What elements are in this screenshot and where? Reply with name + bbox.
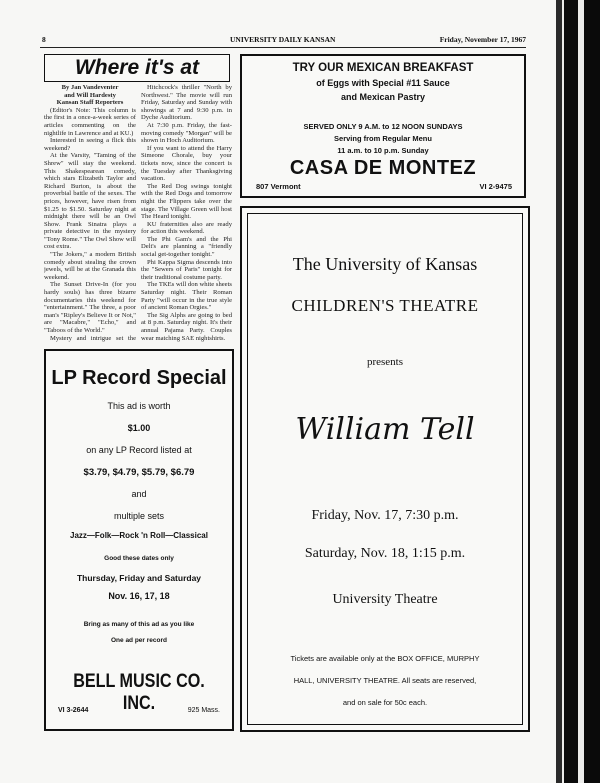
paper-title: UNIVERSITY DAILY KANSAN — [230, 35, 336, 44]
page-edge-shadow — [556, 0, 562, 783]
column-title: Where it's at — [74, 56, 200, 79]
store-phone: VI 3-2644 — [58, 707, 89, 714]
restaurant-name: CASA DE MONTEZ — [289, 157, 477, 179]
performance-date-2: Saturday, Nov. 18, 1:15 p.m. — [304, 546, 466, 561]
play-title: William Tell — [295, 412, 475, 447]
record-ad — [44, 349, 234, 731]
scan-border — [564, 0, 578, 783]
record-line-6: multiple sets — [113, 511, 165, 521]
article-paragraph: "The Jokers," a modern British comedy about stealing the crown jewels, will be at the Granada this weekend. — [44, 251, 136, 281]
record-genres: Jazz—Folk—Rock 'n Roll—Classical — [70, 531, 208, 540]
record-title: LP Record Special — [51, 367, 227, 389]
theatre-org: The University of Kansas — [292, 254, 478, 274]
page-header — [40, 35, 526, 47]
breakfast-served: SERVED ONLY 9 A.M. to 12 NOON SUNDAYS — [303, 122, 463, 131]
article-paragraph: The Phi Gam's and the Phi Delt's are planning a "friendly social get-together tonight." — [141, 235, 232, 259]
restaurant-address: 807 Vermont — [256, 182, 301, 191]
theatre-ad — [240, 206, 530, 732]
article-paragraph: The Sig Alphs are going to bed at 8 p.m. Saturday night. It's their annual Pajama Party. Couples wear matching SAE nightshirts. — [141, 311, 232, 342]
article-paragraph: (Editor's Note: This column is the first in a once-a-week series of articles commenting on the nightlife in Lawrence and at KU.) — [44, 106, 136, 137]
article-paragraph: The TKEs will don white sheets Saturday night. Their Roman Party "will occur in the true style of ancient Roman Orgies." — [141, 281, 232, 312]
record-days: Thursday, Friday and Saturday — [76, 573, 202, 583]
article-paragraph: At 7:30 p.m. Friday, the fast-moving comedy "Morgan" will be shown in Hoch Auditorium. — [141, 121, 232, 145]
article-paragraph: At the Varsity, "Taming of the Shrew" will stay the weekend. This Shakespearean comedy, which stars Elizabeth Taylor and Richard Burton, is about the proverbial battle of the sexes. The prices, however, have risen from $1.25 to $1.50. Saturday night at midnight there will be an Owl Show. Frank Sinatra plays a private detective in the mystery "Tony Rome." The Owl Show will cost extra. — [44, 152, 136, 251]
record-line-8: Good these dates only — [104, 555, 174, 562]
record-line-3: on any LP Record listed at — [86, 445, 192, 455]
record-price: $1.00 — [127, 423, 151, 433]
breakfast-line-3: and Mexican Pastry — [340, 92, 426, 102]
performance-date-1: Friday, Nov. 17, 7:30 p.m. — [311, 508, 459, 523]
breakfast-ad — [240, 54, 526, 198]
theatre-name: CHILDREN'S THEATRE — [291, 296, 479, 315]
record-line-11: Bring as many of this ad as you like — [83, 621, 195, 628]
column-title-box — [44, 54, 230, 82]
byline-1: By Jan Vandeventer — [61, 84, 119, 91]
breakfast-line-1: TRY OUR MEXICAN BREAKFAST — [292, 62, 474, 74]
tickets-line-2: HALL, UNIVERSITY THEATRE. All seats are reserved, — [293, 676, 477, 685]
tickets-line-1: Tickets are available only at the BOX OFFICE, MURPHY — [290, 654, 480, 663]
record-line-12: One ad per record — [111, 637, 167, 644]
header-rule — [40, 47, 526, 48]
article-paragraph: Mystery and intrigue set the — [50, 334, 136, 342]
breakfast-hours: 11 a.m. to 10 p.m. Sunday — [337, 146, 429, 155]
page-number: 8 — [42, 35, 46, 44]
breakfast-line-2: of Eggs with Special #11 Sauce — [316, 78, 450, 88]
record-dates: Nov. 16, 17, 18 — [108, 591, 170, 601]
issue-date: Friday, November 17, 1967 — [439, 35, 526, 44]
article-paragraph: Interested in seeing a flick this weekend? — [44, 137, 136, 152]
record-line-5: and — [131, 489, 147, 499]
store-name: BELL MUSIC CO. INC. — [73, 671, 205, 714]
article-paragraph: KU fraternities also are ready for action this weekend. — [141, 220, 232, 236]
record-prices: $3.79, $4.79, $5.79, $6.79 — [83, 467, 195, 478]
article-paragraph: The Sunset Drive-In (for you hardy souls) has three bizarre documentaries this weekend for "entertainment." The three, a poor man's "Ripley's Believe It or Not," are "Macabre," "Echo," and "Taboos of the World." — [44, 281, 136, 334]
column-left — [44, 84, 136, 342]
theatre-venue: University Theatre — [332, 592, 438, 607]
theatre-inner-border — [247, 213, 523, 725]
scan-border-right — [584, 0, 600, 783]
article-paragraph: If you want to attend the Harry Simeone Chorale, buy your tickets now, since the concert is the Tuesday after Thanksgiving vacation. — [141, 144, 232, 183]
theatre-presents: presents — [366, 356, 404, 368]
column-right — [141, 84, 232, 342]
article-paragraph: Phi Kappa Sigma descends into the "Sewers of Paris" tonight for their traditional costume party. — [141, 258, 232, 281]
byline-2: and Will Hardesty — [64, 91, 116, 99]
restaurant-phone: VI 2-9475 — [479, 182, 512, 191]
tickets-line-3: and on sale for 50c each. — [342, 698, 428, 707]
store-address: 925 Mass. — [187, 707, 220, 714]
article-paragraph: Hitchcock's thriller "North by Northwest." The movie will run Friday, Saturday and Sunday with showings at 7 and 9:30 p.m. in Dyche Auditorium. — [141, 84, 232, 122]
article-paragraph: The Red Dog swings tonight with the Red Dogs and tomorrow night the Flippers take over the stage. The Village Green will host The Heard tonight. — [141, 182, 232, 221]
byline-3: Kansan Staff Reporters — [56, 99, 124, 107]
breakfast-menu: Serving from Regular Menu — [334, 134, 432, 143]
record-line-1: This ad is worth — [107, 401, 171, 411]
